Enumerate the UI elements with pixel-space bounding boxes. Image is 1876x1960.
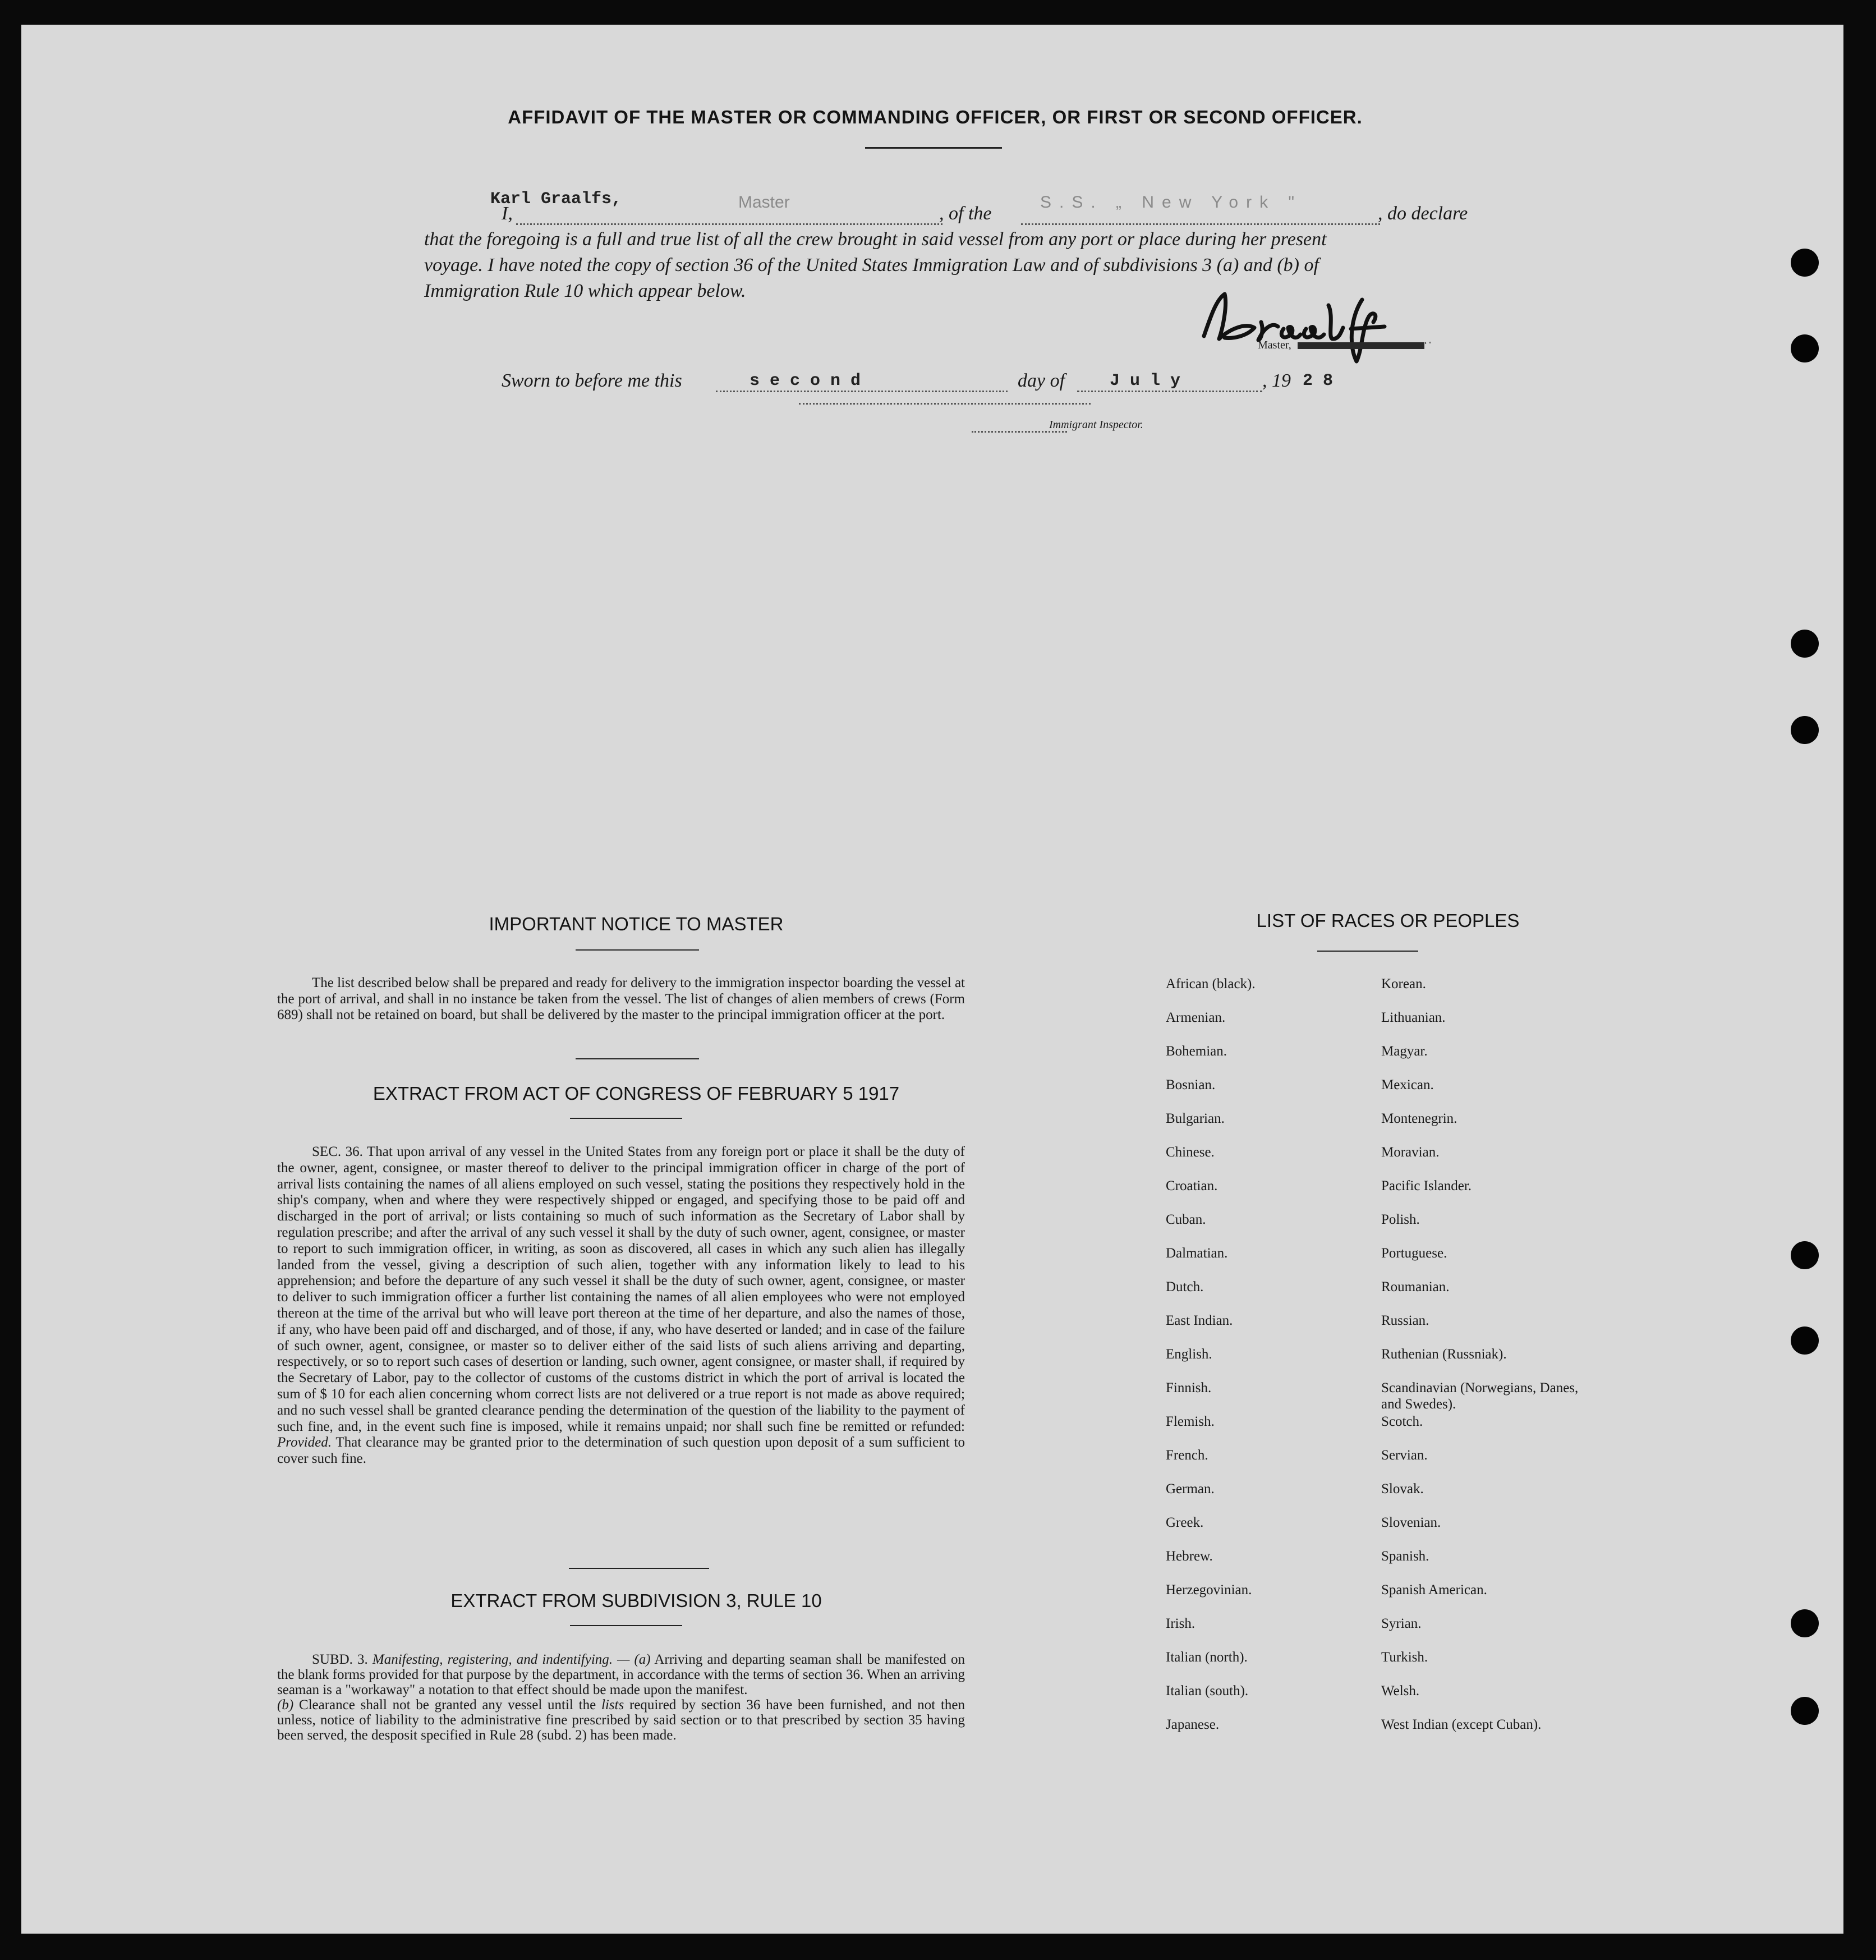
sworn-day: s e c o n d [750, 371, 861, 391]
master-signature [1194, 283, 1435, 367]
declarant-name: Karl Graalfs, [490, 190, 622, 209]
vessel-name: S.S. „ New York " [1040, 193, 1303, 212]
race-item: Syrian. [1381, 1616, 1422, 1631]
subd-heading: Manifesting, registering, and indentifying. [372, 1652, 613, 1667]
act-extract-title: EXTRACT FROM ACT OF CONGRESS OF FEBRUARY 5 1917 [373, 1083, 900, 1104]
race-item: Scandinavian (Norwegians, Danes, and Swedes). [1381, 1380, 1579, 1412]
race-item: Welsh. [1381, 1683, 1420, 1699]
sec-36-text: SEC. 36. That upon arrival of any vessel in the United States from any foreign port or place it shall be the duty of the owner, agent, consignee, or master thereof to deliver to the principal immigration officer in charge of the port of arrival lists containing the names of all aliens employed on such vessel, stating the positions they respectively hold in the ship's company, when and where they were respectively shipped or engaged, and specifying those to be paid off and discharged in the port of arrival; or lists containing so much of such information as the Secretary of Labor shall by regulation prescribe; and after the arrival of any such vessel it shall by the duty of such owner, agent, consignee, or master to report to such immigration officer, in writing, as soon as discovered, all cases in which any such alien has illegally landed from the vessel, giving a description of such alien, together with any information likely to lead to his apprehension; and before the departure of any such vessel it shall be the duty of such owner, agent, consignee, or master to deliver to such immigration officer a further list containing the names of all alien employees who were not employed thereon at the time of the arrival but who will leave port thereon at the time of her departure, and also the names of those, if any, who have been paid off and discharged, and of those, if any, who have deserted or landed; and in case of the failure of such owner, agent, consignee, or master so to deliver either of the said lists of such aliens arriving and departing, respectively, or so to report such cases of desertion or landing, such owner, agent consignee, or master shall, if required by the Secretary of Labor, pay to the collector of customs of the customs district in which the port of arrival is located the sum of $ 10 for each alien concerning whom correct lists are not delivered or a true report is not made as above required; and no such vessel shall be granted clearance pending the determination of the question of the liability to the payment of such fine, and, in the event such fine is imposed, while it remains unpaid; nor shall such fine be remitted or refunded: [277, 1144, 965, 1434]
rule-extract-body [277, 1652, 965, 1743]
race-item: Turkish. [1381, 1650, 1428, 1665]
races-title: LIST OF RACES OR PEOPLES [1256, 910, 1520, 931]
punch-hole [1791, 1326, 1819, 1355]
race-item: Scotch. [1381, 1414, 1423, 1429]
sec-36-text-end: That clearance may be granted prior to the determination of such question upon deposit of a sum sufficient to cover such fine. [277, 1435, 965, 1467]
race-item: Polish. [1381, 1212, 1420, 1227]
race-item: Armenian. [1166, 1010, 1226, 1025]
part-b-label: (b) [277, 1697, 294, 1713]
part-b-text-1: Clearance shall not be granted any vessel until the [298, 1697, 596, 1713]
race-item: Finnish. [1166, 1380, 1212, 1396]
punch-hole [1791, 1697, 1819, 1725]
punch-hole [1791, 334, 1819, 362]
affidavit-line-2: that the foregoing is a full and true list of all the crew brought in said vessel from any port or place during her present [424, 229, 1327, 250]
race-item: Slovak. [1381, 1481, 1424, 1497]
affidavit-line-3: voyage. I have noted the copy of section 36 of the United States Immigration Law and of subdivisions 3 (a) and (b) of [424, 255, 1319, 276]
race-item: English. [1166, 1347, 1212, 1362]
part-a-text: Arriving and departing seaman shall be manifested on the blank forms provided for that purpose by the department, in accordance with the terms of section 36. When an arriving seaman is a "workaway" a notation to that effect should be made upon the manifest. [277, 1652, 965, 1697]
race-item: Italian (south). [1166, 1683, 1249, 1699]
part-b-lists: lists [601, 1697, 624, 1713]
i-label: I, [502, 203, 513, 224]
race-item: Magyar. [1381, 1044, 1428, 1059]
race-item: Spanish. [1381, 1549, 1429, 1564]
race-item: Moravian. [1381, 1145, 1440, 1160]
rule-extract-title: EXTRACT FROM SUBDIVISION 3, RULE 10 [450, 1590, 822, 1611]
race-item: Russian. [1381, 1313, 1429, 1328]
year-prefix: , 19 [1262, 370, 1291, 391]
race-item: Chinese. [1166, 1145, 1215, 1160]
part-b-text-2: required by section 36 have been furnished, and not then unless, notice of liability to the administrative fine prescribed by said section or to that prescribed by section 35 having been served, the desposit specified in Rule 28 (subd. 2) has been made. [277, 1697, 965, 1743]
race-item: Flemish. [1166, 1414, 1215, 1429]
race-item: Bohemian. [1166, 1044, 1227, 1059]
race-item: Pacific Islander. [1381, 1178, 1472, 1194]
day-of-label: day of [1018, 370, 1065, 391]
immigrant-inspector-label: Immigrant Inspector. [1049, 419, 1143, 431]
race-item: Hebrew. [1166, 1549, 1213, 1564]
race-item: Roumanian. [1381, 1279, 1450, 1295]
race-item: West Indian (except Cuban). [1381, 1717, 1542, 1732]
race-item: Slovenian. [1381, 1515, 1441, 1530]
punch-hole [1791, 1609, 1819, 1637]
race-item: Irish. [1166, 1616, 1196, 1631]
race-item: Croatian. [1166, 1178, 1218, 1194]
race-item: Greek. [1166, 1515, 1204, 1530]
document-page [21, 25, 1849, 1934]
race-item: Portuguese. [1381, 1246, 1447, 1261]
race-item: Lithuanian. [1381, 1010, 1446, 1025]
race-item: Mexican. [1381, 1077, 1434, 1093]
subd-label: SUBD. 3. [312, 1652, 368, 1667]
title-rule [865, 147, 1002, 149]
race-item: Japanese. [1166, 1717, 1220, 1732]
races-left-column [1166, 976, 1379, 1750]
struck-out-title [1298, 342, 1424, 349]
notice-body [277, 975, 965, 1023]
race-item: Herzegovinian. [1166, 1582, 1252, 1598]
sworn-month: J u l y [1110, 371, 1181, 391]
race-item: Bulgarian. [1166, 1111, 1225, 1126]
punch-hole [1791, 249, 1819, 277]
race-item: Spanish American. [1381, 1582, 1487, 1598]
affidavit-title: AFFIDAVIT OF THE MASTER OR COMMANDING OFFICER, OR FIRST OR SECOND OFFICER. [508, 107, 1363, 127]
race-item: Italian (north). [1166, 1650, 1248, 1665]
race-item: Bosnian. [1166, 1077, 1216, 1093]
punch-hole [1791, 1241, 1819, 1269]
affidavit-line-4: Immigration Rule 10 which appear below. [424, 281, 746, 301]
race-item: French. [1166, 1448, 1208, 1463]
race-item: Ruthenian (Russniak). [1381, 1347, 1507, 1362]
races-right-column [1381, 976, 1583, 1750]
race-item: German. [1166, 1481, 1215, 1497]
part-a-label: — (a) [617, 1652, 651, 1667]
race-item: Servian. [1381, 1448, 1428, 1463]
declarant-role: Master [738, 193, 790, 212]
race-item: Montenegrin. [1381, 1111, 1457, 1126]
punch-hole [1791, 630, 1819, 658]
signature-caption-text: Master, [1258, 339, 1291, 351]
provided-word: Provided. [277, 1435, 332, 1451]
race-item: Dalmatian. [1166, 1246, 1228, 1261]
race-item: Korean. [1381, 976, 1426, 992]
race-item: Dutch. [1166, 1279, 1204, 1295]
punch-hole [1791, 716, 1819, 744]
notice-title: IMPORTANT NOTICE TO MASTER [489, 914, 784, 934]
race-item: African (black). [1166, 976, 1256, 992]
notice-text: The list described below shall be prepared and ready for delivery to the immigration inspector boarding the vessel at the port of arrival, and shall in no instance be taken from the vessel. The list of changes of alien members of crews (Form 689) shall not be retained on board, but shall be delivered by the master to the principal immigration officer at the port. [277, 975, 965, 1023]
do-declare-label: , do declare [1378, 203, 1468, 224]
sworn-label: Sworn to before me this [502, 370, 682, 391]
of-the-label: , of the [939, 203, 992, 224]
act-extract-body [277, 1144, 965, 1467]
race-item: East Indian. [1166, 1313, 1233, 1328]
race-item: Cuban. [1166, 1212, 1206, 1227]
year-suffix: 2 8 [1303, 371, 1334, 391]
signature-caption [1258, 339, 1424, 352]
